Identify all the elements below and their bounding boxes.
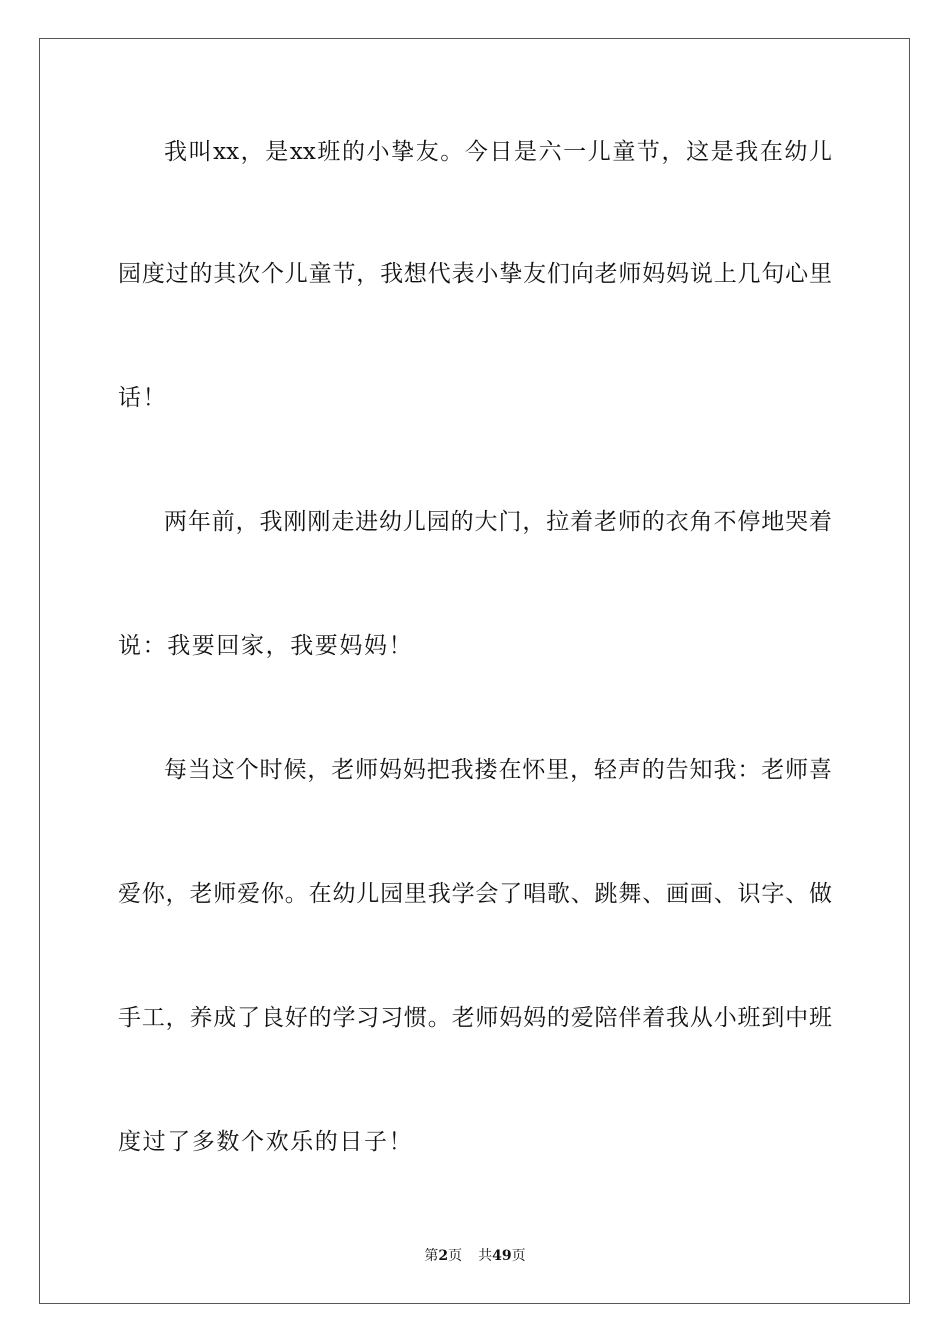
total-page-count: 49 — [492, 1248, 512, 1264]
footer-total-prefix: 共 — [478, 1248, 493, 1264]
paragraph-3-line-3: 手工，养成了良好的学习习惯。老师妈妈的爱陪伴着我从小班到中班 — [118, 1005, 832, 1031]
page-border — [39, 38, 910, 1304]
paragraph-3-line-2: 爱你，老师爱你。在幼儿园里我学会了唱歌、跳舞、画画、识字、做 — [118, 881, 832, 907]
paragraph-1-line-1: 我叫xx，是xx班的小挚友。今日是六一儿童节，这是我在幼儿 — [164, 139, 832, 165]
paragraph-3-line-1: 每当这个时候，老师妈妈把我搂在怀里，轻声的告知我：老师喜 — [164, 757, 832, 783]
footer-total-suffix: 页 — [511, 1248, 526, 1264]
paragraph-1-line-3: 话！ — [118, 385, 168, 411]
paragraph-1-line-2: 园度过的其次个儿童节，我想代表小挚友们向老师妈妈说上几句心里 — [118, 261, 832, 287]
current-page-number: 2 — [438, 1248, 449, 1264]
paragraph-3-line-4: 度过了多数个欢乐的日子！ — [118, 1129, 414, 1155]
page-footer — [0, 1247, 950, 1265]
footer-page-suffix: 页 — [448, 1248, 463, 1264]
paragraph-2-line-2: 说：我要回家，我要妈妈！ — [118, 633, 414, 659]
paragraph-2-line-1: 两年前，我刚刚走进幼儿园的大门，拉着老师的衣角不停地哭着 — [164, 509, 832, 535]
footer-prefix: 第 — [424, 1248, 439, 1264]
